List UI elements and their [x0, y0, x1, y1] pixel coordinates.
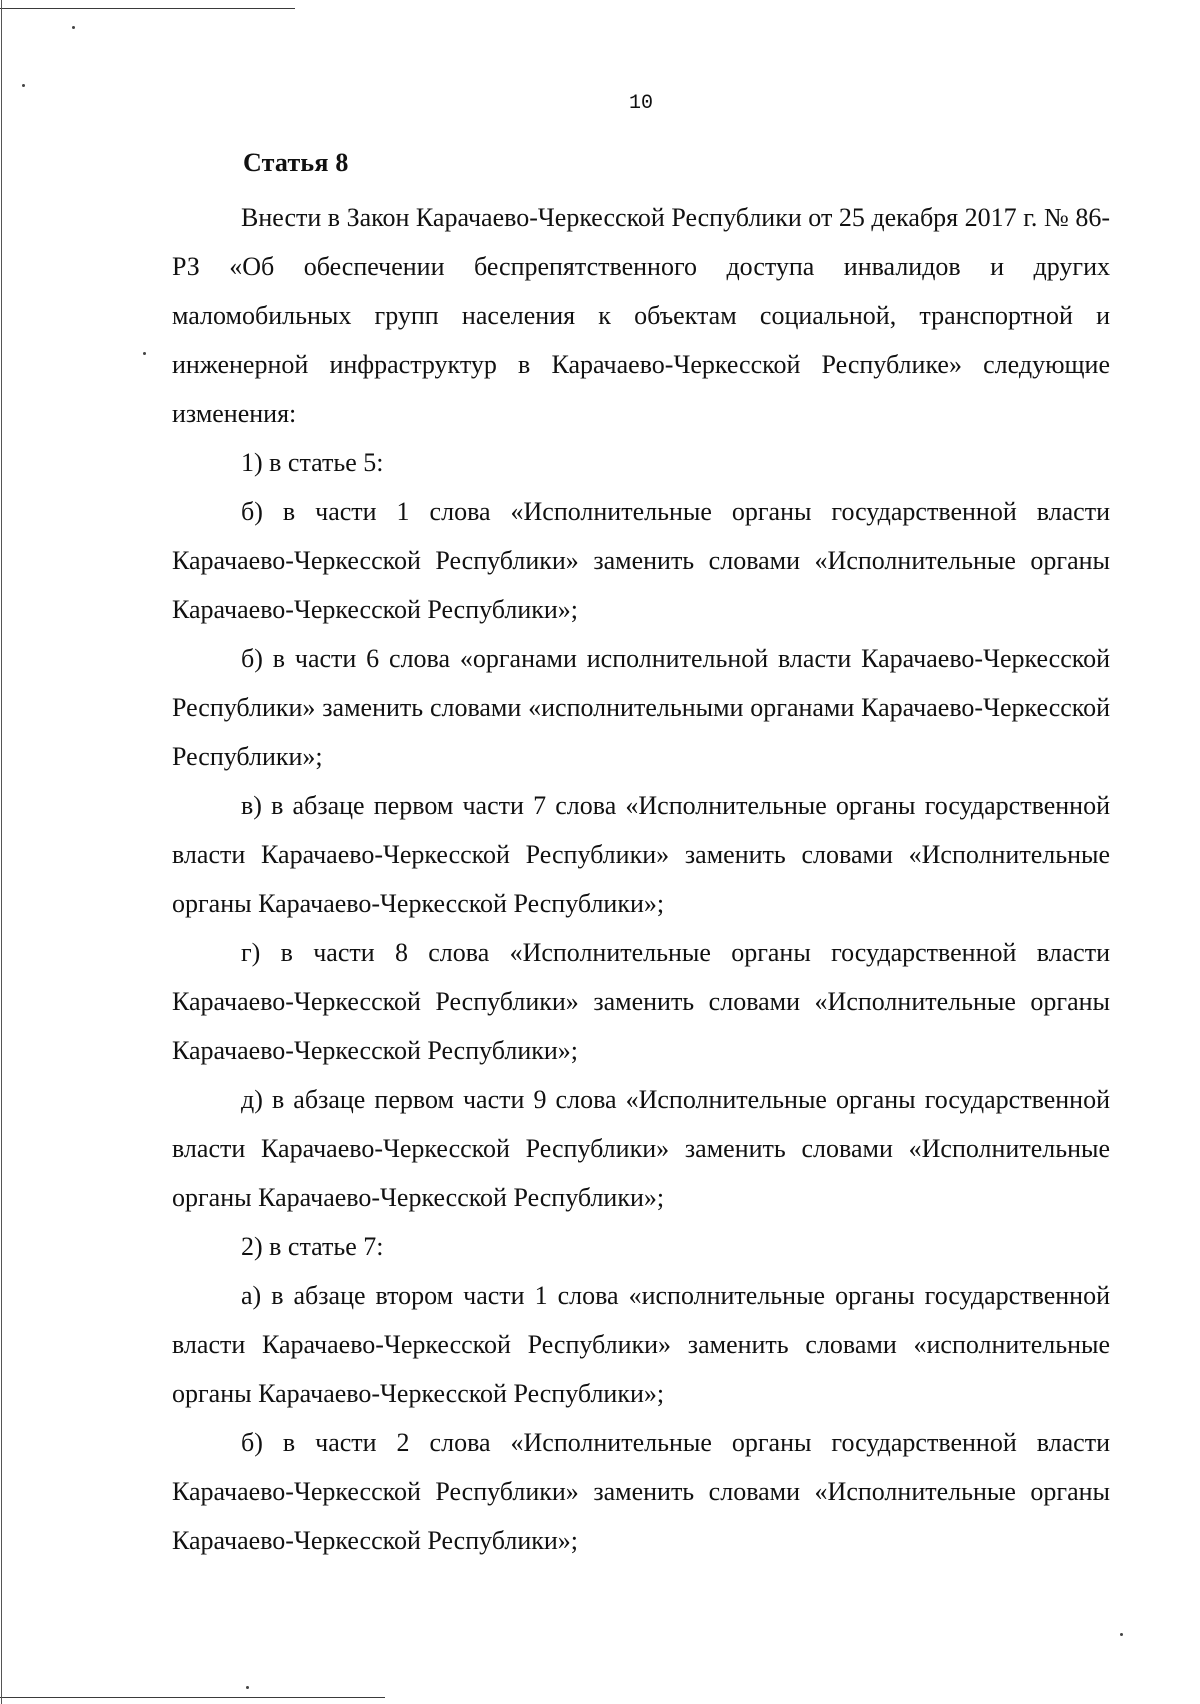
scan-artifact-bottom-rule	[0, 1697, 385, 1698]
list-item-heading: 2) в статье 7:	[241, 1232, 384, 1261]
list-subitem: г) в части 8 слова «Исполнительные органы государственной власти Карачаево-Черкесской Республики» заменить словами «Исполнительные органы Карачаево-Черкесской Республики»;	[172, 938, 1110, 1065]
intro-paragraph: Внести в Закон Карачаево-Черкесской Республики от 25 декабря 2017 г. № 86-РЗ «Об обеспечении беспрепятственного доступа инвалидов и других маломобильных групп населения к объектам социальной, транспортной и инженерной инфраструктур в Карачаево-Черкесской Республике» следующие изменения:	[172, 203, 1110, 428]
list-subitem: б) в части 2 слова «Исполнительные органы государственной власти Карачаево-Черкесской Республики» заменить словами «Исполнительные органы Карачаево-Черкесской Республики»;	[172, 1428, 1110, 1555]
list-subitem: б) в части 1 слова «Исполнительные органы государственной власти Карачаево-Черкесской Республики» заменить словами «Исполнительные органы Карачаево-Черкесской Республики»;	[172, 497, 1110, 624]
page-number: 10	[628, 92, 653, 115]
list-subitem: а) в абзаце втором части 1 слова «исполнительные органы государственной власти Карачаево-Черкесской Республики» заменить словами «исполнительные органы Карачаево-Черкесской Республики»;	[172, 1281, 1110, 1408]
scan-artifact-speck	[22, 84, 25, 87]
scan-artifact-speck	[72, 26, 75, 29]
scan-artifact-left-edge	[1, 0, 2, 1704]
scan-artifact-speck	[1120, 1633, 1123, 1636]
list-subitem: д) в абзаце первом части 9 слова «Исполнительные органы государственной власти Карачаево-Черкесской Республики» заменить словами «Исполнительные органы Карачаево-Черкесской Республики»;	[172, 1085, 1110, 1212]
list-item-heading: 1) в статье 5:	[241, 448, 384, 477]
scan-artifact-top-rule	[0, 8, 295, 9]
list-subitem: б) в части 6 слова «органами исполнительной власти Карачаево-Черкесской Республики» заменить словами «исполнительными органами Карачаево-Черкесской Республики»;	[172, 644, 1110, 771]
article-title: Статья 8	[243, 148, 349, 177]
article-body	[172, 193, 1110, 1565]
scan-artifact-speck	[143, 352, 146, 355]
list-subitem: в) в абзаце первом части 7 слова «Исполнительные органы государственной власти Карачаево-Черкесской Республики» заменить словами «Исполнительные органы Карачаево-Черкесской Республики»;	[172, 791, 1110, 918]
scan-artifact-speck	[246, 1686, 249, 1689]
